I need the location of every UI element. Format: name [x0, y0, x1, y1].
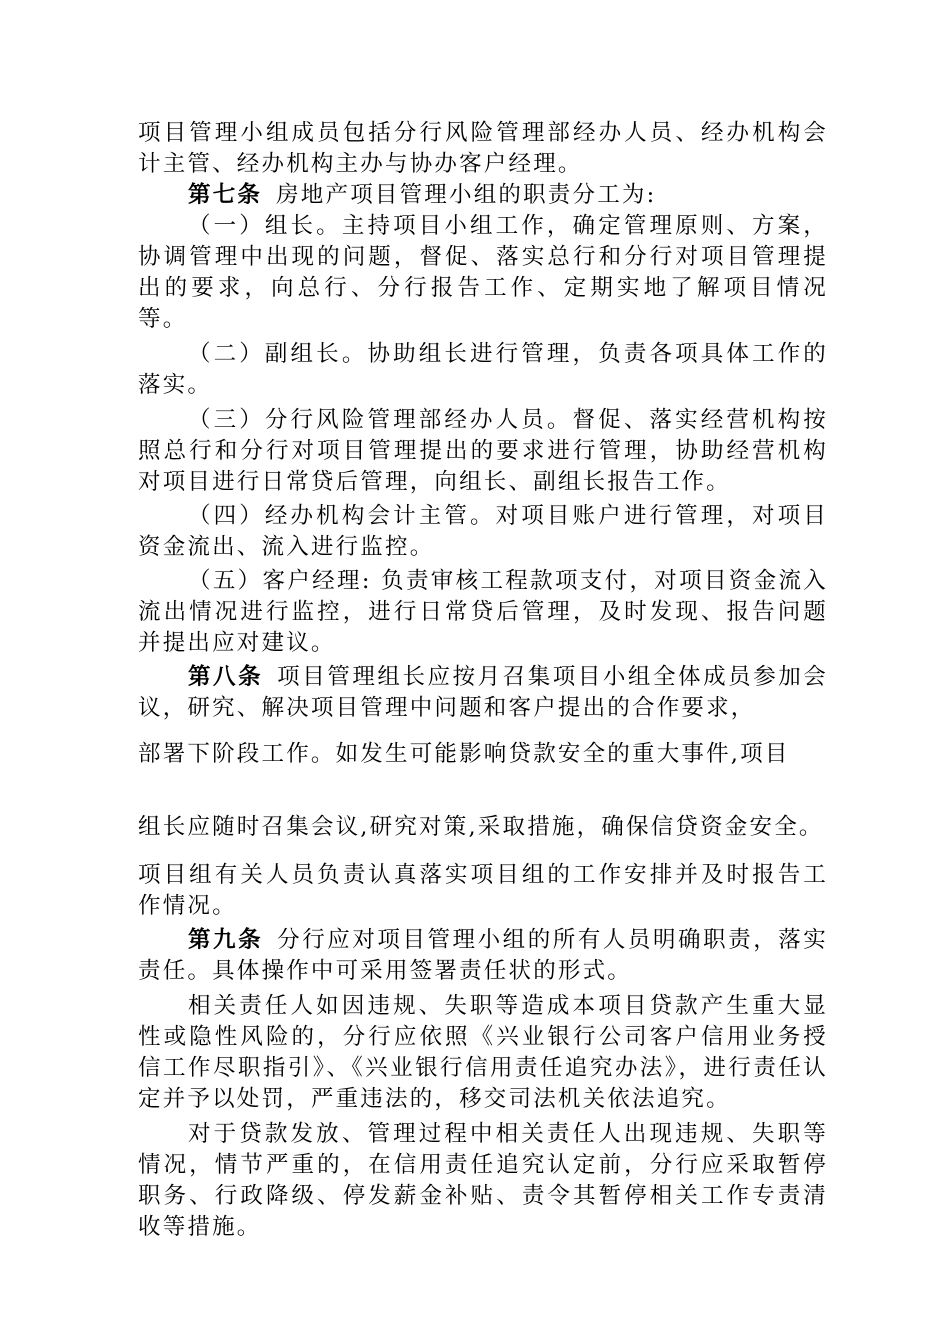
item-4-paragraph: （四）经办机构会计主管。对项目账户进行管理，对项目资金流出、流入进行监控。 — [138, 503, 828, 560]
article-8-label: 第八条 — [188, 664, 264, 690]
document-page — [138, 118, 828, 1243]
item-2-paragraph: （二）副组长。协助组长进行管理，负责各项具体工作的落实。 — [138, 341, 828, 398]
item-1-paragraph: （一）组长。主持项目小组工作，确定管理原则、方案，协调管理中出现的问题，督促、落实总行和分行对项目管理提出的要求，向总行、分行报告工作、定期实地了解项目情况等。 — [138, 213, 828, 332]
article-8-paragraph — [138, 662, 828, 724]
article-9-label: 第九条 — [188, 927, 264, 953]
article-8-line-4: 项目组有关人员负责认真落实项目组的工作安排并及时报告工作情况。 — [138, 862, 828, 919]
item-5-paragraph: （五）客户经理: 负责审核工程款项支付，对项目资金流入流出情况进行监控，进行日常贷后管理，及时发现、报告问题并提出应对建议。 — [138, 568, 828, 656]
article-8-line-2: 部署下阶段工作。如发生可能影响贷款安全的重大事件,项目 — [138, 741, 790, 767]
item-3-paragraph: （三）分行风险管理部经办人员。督促、落实经营机构按照总行和分行对项目管理提出的要求进行管理，协助经营机构对项目进行日常贷后管理，向组长、副组长报告工作。 — [138, 407, 828, 495]
article-7-paragraph — [138, 180, 828, 211]
article-9-text: 分行应对项目管理小组的所有人员明确职责，落实责任。具体操作中可采用签署责任状的形式。 — [138, 927, 828, 984]
liability-paragraph: 相关责任人如因违规、失职等造成本项目贷款产生重大显性或隐性风险的，分行应依照《兴业银行公司客户信用业务授信工作尽职指引》、《兴业银行信用责任追究办法》，进行责任认定并予以处罚，严重违法的，移交司法机关依法追究。 — [138, 993, 828, 1112]
measures-paragraph: 对于贷款发放、管理过程中相关责任人出现违规、失职等情况，情节严重的，在信用责任追究认定前，分行应采取暂停职务、行政降级、停发薪金补贴、责令其暂停相关工作专责清收等措施。 — [138, 1121, 828, 1240]
article-9-paragraph — [138, 925, 828, 987]
paragraph-intro: 项目管理小组成员包括分行风险管理部经办人员、经办机构会计主管、经办机构主办与协办客户经理。 — [138, 120, 828, 177]
article-8-line-3: 组长应随时召集会议,研究对策,采取措施，确保信贷资金安全。 — [138, 814, 824, 840]
article-7-text: 房地产项目管理小组的职责分工为: — [276, 182, 657, 208]
article-8-text: 项目管理组长应按月召集项目小组全体成员参加会议，研究、解决项目管理中问题和客户提出的合作要求， — [138, 664, 828, 721]
article-7-label: 第七条 — [188, 182, 263, 208]
